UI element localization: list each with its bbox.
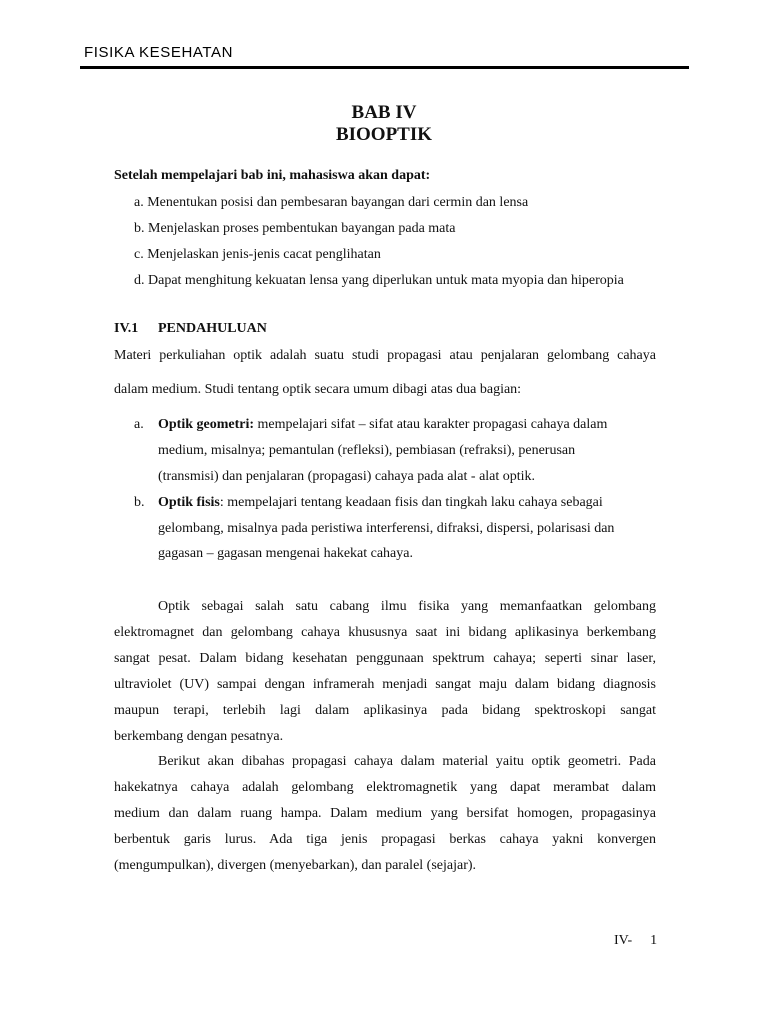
- branch-line: medium, misalnya; pemantulan (refleksi), pembiasan (refraksi), penerusan: [158, 443, 576, 458]
- body-line: medium dan dalam ruang hampa. Dalam medium yang bersifat homogen, propagasinya: [114, 806, 656, 821]
- section-number: IV.1: [114, 321, 139, 336]
- branch-marker: a.: [134, 417, 144, 432]
- branch-term: Optik geometri:: [158, 417, 255, 432]
- intro-line: dalam medium. Studi tentang optik secara umum dibagi atas dua bagian:: [114, 382, 522, 397]
- body-line: elektromagnet dan gelombang cahaya khususnya saat ini bidang aplikasinya berkembang: [114, 625, 656, 640]
- chapter-title: BIOOPTIK: [335, 124, 433, 145]
- page-number-prefix: IV-: [614, 933, 633, 948]
- body-line: sangat pesat. Dalam bidang kesehatan penggunaan spektrum cahaya; seperti sinar laser,: [114, 651, 656, 666]
- branch-text: : mempelajari tentang keadaan fisis dan tingkah laku cahaya sebagai: [219, 495, 603, 510]
- body-line: Berikut akan dibahas propagasi cahaya dalam material yaitu optik geometri. Pada: [158, 754, 656, 769]
- body-line: ultraviolet (UV) sampai dengan inframerah menjadi sangat maju dalam bidang diagnosis: [114, 677, 656, 692]
- objectives-intro: Setelah mempelajari bab ini, mahasiswa akan dapat:: [114, 168, 431, 183]
- body-line: (mengumpulkan), divergen (menyebarkan), dan paralel (sejajar).: [114, 858, 477, 873]
- body-line: maupun terapi, terlebih lagi dalam aplikasinya pada bidang spektroskopi sangat: [114, 703, 656, 718]
- branch-term: Optik fisis: [158, 495, 220, 510]
- running-header-title: FISIKA KESEHATAN: [84, 44, 234, 61]
- body-line: Optik sebagai salah satu cabang ilmu fisika yang memanfaatkan gelombang: [158, 599, 656, 614]
- page-number: [614, 933, 657, 949]
- chapter-number: BAB IV: [351, 102, 417, 123]
- branch-text: mempelajari sifat – sifat atau karakter propagasi cahaya dalam: [254, 417, 608, 432]
- header-divider: [80, 66, 689, 69]
- objective-item: a. Menentukan posisi dan pembesaran bayangan dari cermin dan lensa: [134, 195, 529, 210]
- page-number-value: 1: [650, 933, 658, 948]
- branch-line: gagasan – gagasan mengenai hakekat cahaya.: [158, 546, 413, 561]
- objective-item: d. Dapat menghitung kekuatan lensa yang diperlukan untuk mata myopia dan hiperopia: [134, 273, 624, 288]
- branch-line: [158, 494, 603, 512]
- intro-line: Materi perkuliahan optik adalah suatu studi propagasi atau penjalaran gelombang cahaya: [114, 348, 656, 363]
- body-line: hakekatnya cahaya adalah gelombang elektromagnetik yang dapat merambat dalam: [114, 780, 656, 795]
- branch-line: gelombang, misalnya pada peristiwa interferensi, difraksi, dispersi, polarisasi dan: [158, 521, 615, 536]
- section-title: PENDAHULUAN: [158, 321, 267, 336]
- body-line: berkembang dengan pesatnya.: [114, 729, 284, 744]
- branch-line: (transmisi) dan penjalaran (propagasi) cahaya pada alat - alat optik.: [158, 469, 536, 484]
- branch-marker: b.: [134, 495, 145, 510]
- objective-item: b. Menjelaskan proses pembentukan bayangan pada mata: [134, 221, 456, 236]
- body-line: berbentuk garis lurus. Ada tiga jenis propagasi berkas cahaya yakni konvergen: [114, 832, 656, 847]
- objective-item: c. Menjelaskan jenis-jenis cacat penglihatan: [134, 247, 381, 262]
- branch-line: [158, 416, 607, 434]
